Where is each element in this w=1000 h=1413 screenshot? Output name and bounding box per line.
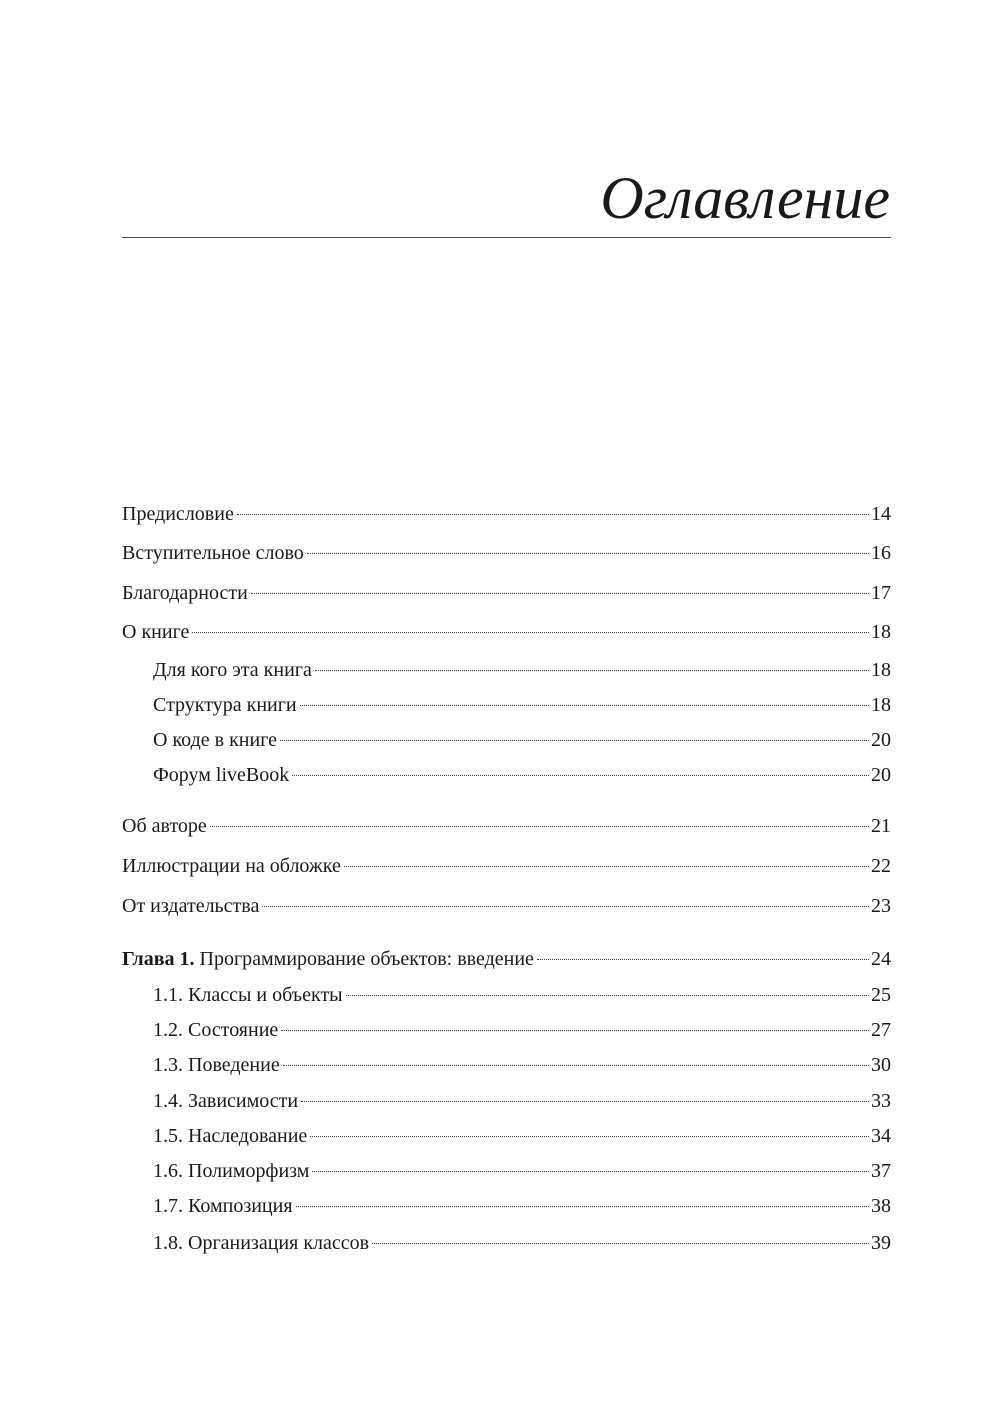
toc-entry-label: Об авторе: [122, 815, 207, 837]
toc-page-number: 17: [871, 582, 891, 604]
toc-subentry[interactable]: [122, 1192, 891, 1220]
toc-page-number: 33: [871, 1090, 891, 1112]
toc-entry-label: 1.7. Композиция: [153, 1195, 293, 1217]
toc-entry[interactable]: [122, 892, 891, 920]
toc-entry-label: Благодарности: [122, 582, 248, 604]
toc-entry[interactable]: [122, 618, 891, 646]
toc-page-number: 27: [871, 1019, 891, 1041]
toc-subentry[interactable]: [122, 1087, 891, 1115]
toc-dot-leader: [300, 705, 869, 706]
toc-dot-leader: [372, 1243, 869, 1244]
toc-dot-leader: [281, 1030, 869, 1031]
toc-page-number: 20: [871, 729, 891, 751]
toc-page-number: 37: [871, 1160, 891, 1182]
toc-entry-label: Структура книги: [153, 694, 297, 716]
toc-dot-leader: [310, 1136, 869, 1137]
toc-page-number: 39: [871, 1232, 891, 1254]
toc-entry[interactable]: [122, 500, 891, 528]
toc-dot-leader: [346, 995, 869, 996]
toc-subentry[interactable]: [122, 691, 891, 719]
toc-subentry[interactable]: [122, 981, 891, 1009]
toc-dot-leader: [237, 514, 869, 515]
toc-chapter-title: Программирование объектов: введение: [199, 948, 534, 970]
toc-page-number: 18: [871, 659, 891, 681]
toc-entry-label: От издательства: [122, 895, 260, 917]
toc-page-number: 34: [871, 1125, 891, 1147]
toc-dot-leader: [301, 1101, 869, 1102]
toc-dot-leader: [251, 593, 869, 594]
toc-entry-label: 1.5. Наследование: [153, 1125, 308, 1147]
toc-entry-label: 1.4. Зависимости: [153, 1090, 299, 1112]
toc-chapter-entry[interactable]: [122, 945, 891, 973]
toc-entry-label: Форум liveBook: [153, 764, 290, 786]
toc-dot-leader: [292, 775, 869, 776]
toc-page-number: 16: [871, 542, 891, 564]
toc-dot-leader: [296, 1206, 869, 1207]
toc-page-number: 24: [871, 948, 891, 970]
toc-entry-label: 1.3. Поведение: [153, 1054, 280, 1076]
toc-subentry[interactable]: [122, 1016, 891, 1044]
toc-entry-label: Вступительное слово: [122, 542, 304, 564]
toc-entry-label: О книге: [122, 621, 190, 643]
toc-dot-leader: [312, 1171, 869, 1172]
page-title: Оглавление: [600, 165, 890, 231]
toc-chapter-number: Глава 1.: [122, 948, 195, 970]
toc-page-number: 25: [871, 984, 891, 1006]
toc-dot-leader: [210, 826, 869, 827]
toc-dot-leader: [283, 1065, 869, 1066]
toc-entry-label: О коде в книге: [153, 729, 278, 751]
toc-page-number: 22: [871, 855, 891, 877]
toc-dot-leader: [280, 740, 869, 741]
toc-dot-leader: [262, 906, 869, 907]
toc-page-number: 38: [871, 1195, 891, 1217]
toc-entry-label: 1.6. Полиморфизм: [153, 1160, 310, 1182]
toc-subentry[interactable]: [122, 1157, 891, 1185]
table-of-contents: [122, 0, 891, 1413]
toc-entry[interactable]: [122, 579, 891, 607]
toc-entry-label: [122, 945, 534, 973]
toc-entry-label: 1.2. Состояние: [153, 1019, 279, 1041]
toc-entry-label: 1.1. Классы и объекты: [153, 984, 343, 1006]
toc-page-number: 30: [871, 1054, 891, 1076]
toc-subentry[interactable]: [122, 1051, 891, 1079]
toc-entry-label: 1.8. Организация классов: [153, 1232, 370, 1254]
toc-entry-label: Иллюстрации на обложке: [122, 855, 341, 877]
toc-dot-leader: [344, 866, 869, 867]
toc-entry[interactable]: [122, 812, 891, 840]
toc-page-number: 21: [871, 815, 891, 837]
toc-entry[interactable]: [122, 539, 891, 567]
toc-dot-leader: [537, 959, 869, 960]
toc-page-number: 18: [871, 621, 891, 643]
toc-page-number: 20: [871, 764, 891, 786]
toc-page-number: 23: [871, 895, 891, 917]
toc-subentry[interactable]: [122, 761, 891, 789]
toc-subentry[interactable]: [122, 1122, 891, 1150]
toc-subentry[interactable]: [122, 656, 891, 684]
toc-dot-leader: [192, 632, 869, 633]
toc-page-number: 18: [871, 694, 891, 716]
toc-entry-label: Для кого эта книга: [153, 659, 312, 681]
toc-dot-leader: [307, 553, 869, 554]
toc-entry-label: Предисловие: [122, 503, 234, 525]
toc-subentry[interactable]: [122, 726, 891, 754]
toc-dot-leader: [315, 670, 869, 671]
toc-subentry[interactable]: [122, 1229, 891, 1257]
toc-entry[interactable]: [122, 852, 891, 880]
toc-page-number: 14: [871, 503, 891, 525]
